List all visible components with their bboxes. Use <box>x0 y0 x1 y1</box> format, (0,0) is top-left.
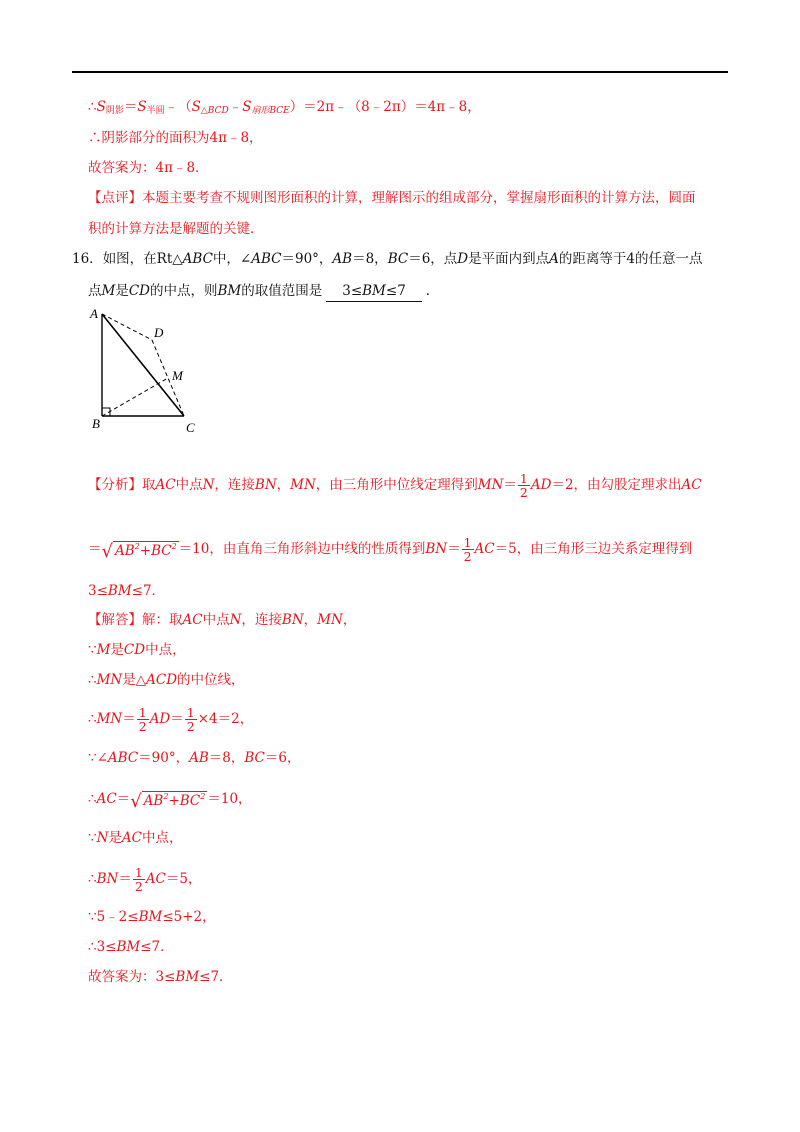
sqrt-expression: √ $AB^2+BC^2$ <box>101 541 177 562</box>
analysis-line-2: ＝√ $AB^2+BC^2 =10$，由直角三角形斜边中线的性质得到BN＝ $\frac{1}{2}$ AC＝5，由三角形三边关系定理得到 <box>88 535 693 564</box>
problem-16-line-1: 16．如图，在Rt△ABC中，∠ABC＝90°，AB＝8，BC＝6，点D是平面内到点A的距离等于4的任意一点 <box>72 251 703 267</box>
solution-line-10: ∴3≤BM≤7． <box>88 939 174 955</box>
solution-line-2: ∵M是CD中点， <box>88 642 186 658</box>
comment-line-1: 【点评】本题主要考查不规则图形面积的计算，理解图示的组成部分，掌握扇形面积的计算方法，圆面 <box>88 190 696 206</box>
shadow-area-result: ∴阴影部分的面积为4π﹣8， <box>88 130 263 146</box>
solution-line-11: 故答案为：3≤BM≤7． <box>88 969 233 985</box>
comment-line-2: 积的计算方法是解题的关键． <box>88 221 264 237</box>
shadow-area-equation: $\therefore S_{阴影}=S_{半圆}﹣(S_{\triangle BCD}﹣S_{扇形BCE})=2\pi﹣(8﹣2\pi)=4\pi﹣8$， <box>88 99 481 116</box>
solution-line-8: ∴BN＝ $\frac{1}{2}$ AC＝5， <box>88 865 202 894</box>
solution-line-7: ∵N是AC中点， <box>88 830 183 846</box>
fraction-half: $\frac{1}{2}$ <box>519 471 528 500</box>
analysis-line-3: 3≤BM≤7． <box>88 583 166 599</box>
label-d: D <box>154 325 164 340</box>
fraction-half: $\frac{1}{2}$ <box>134 865 143 894</box>
segment-bm <box>102 378 168 416</box>
solution-line-5: ∵∠ABC＝90°，AB＝8，BC＝6， <box>88 750 301 766</box>
triangle-diagram <box>86 304 206 434</box>
problem-number: 16． <box>72 251 103 267</box>
segment-ac <box>102 314 184 416</box>
answer-line-15: 故答案为：4π﹣8． <box>88 160 209 176</box>
segment-ad <box>102 314 152 340</box>
label-m: M <box>172 368 183 383</box>
label-b: B <box>92 416 100 431</box>
solution-line-9: ∵5﹣2≤BM≤5+2， <box>88 909 216 925</box>
label-a: A <box>90 306 98 321</box>
solution-line-3: ∴MN是△ACD的中位线， <box>88 672 245 688</box>
solution-line-6: ∴AC＝√ $AB^2+BC^2 =10$， <box>88 787 252 812</box>
label-c: C <box>186 420 195 434</box>
fraction-half: $\frac{1}{2}$ <box>138 705 147 734</box>
header-rule <box>72 71 728 73</box>
sqrt-expression: √ $AB^2+BC^2$ <box>130 791 206 812</box>
fraction-half: $\frac{1}{2}$ <box>186 705 195 734</box>
analysis-line-1: 【分析】取AC中点N，连接BN，MN，由三角形中位线定理得到MN＝ $\frac{1}{2}$ AD＝2，由勾股定理求出AC <box>88 471 702 500</box>
answer-blank: 3≤BM≤7 <box>326 281 422 302</box>
problem-16-line-2: 点M是CD的中点，则BM的取值范围是 3≤BM≤7 ． <box>88 281 439 302</box>
solution-line-1: 【解答】解：取AC中点N，连接BN，MN， <box>88 612 357 628</box>
solution-line-4: ∴MN＝ $\frac{1}{2}$ AD＝ $\frac{1}{2}$ ×4＝2， <box>88 705 254 734</box>
fraction-half: $\frac{1}{2}$ <box>463 535 472 564</box>
